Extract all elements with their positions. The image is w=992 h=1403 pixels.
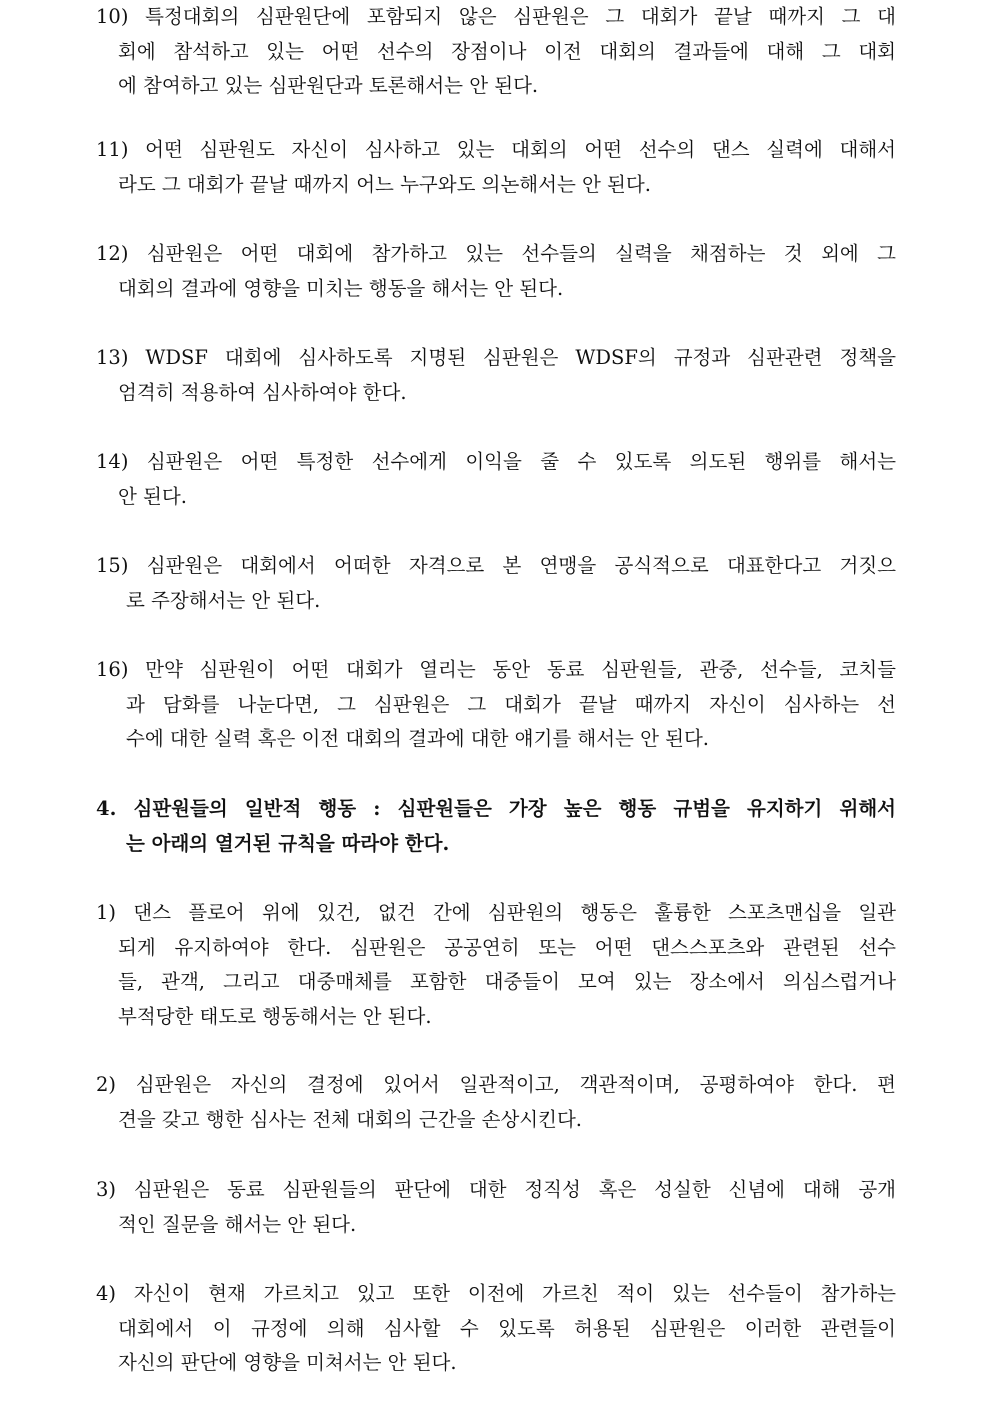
text-line: 14) 심판원은 어떤 특정한 선수에게 이익을 줄 수 있도록 의도된 행위를 해서는 xyxy=(96,450,896,473)
paragraph-item-16 xyxy=(96,653,896,757)
paragraph-rule-1 xyxy=(96,896,896,1034)
paragraph-item-13 xyxy=(96,341,896,410)
text-line: 10) 특정대회의 심판원단에 포함되지 않은 심판원은 그 대회가 끝날 때까지 그 대 xyxy=(96,5,896,28)
text-line: 들, 관객, 그리고 대중매체를 포함한 대중들이 모여 있는 장소에서 의심스럽거나 xyxy=(118,970,896,993)
text-line: 4) 자신이 현재 가르치고 있고 또한 이전에 가르친 적이 있는 선수들이 참가하는 xyxy=(96,1282,896,1305)
paragraph-rule-2 xyxy=(96,1068,896,1137)
text-line: 2) 심판원은 자신의 결정에 있어서 일관적이고, 객관적이며, 공평하여야 한다. 편 xyxy=(96,1073,896,1096)
text-line: 16) 만약 심판원이 어떤 대회가 열리는 동안 동료 심판원들, 관중, 선수들, 코치들 xyxy=(96,658,896,681)
text-line: 자신의 판단에 영향을 미쳐서는 안 된다. xyxy=(118,1351,457,1374)
text-line: 수에 대한 실력 혹은 이전 대회의 결과에 대한 얘기를 해서는 안 된다. xyxy=(126,727,709,750)
text-line: 대회의 결과에 영향을 미치는 행동을 해서는 안 된다. xyxy=(118,276,564,300)
text-line: 15) 심판원은 대회에서 어떠한 자격으로 본 연맹을 공식적으로 대표한다고 거짓으 xyxy=(96,554,896,577)
text-line: 12) 심판원은 어떤 대회에 참가하고 있는 선수들의 실력을 채점하는 것 외에 그 xyxy=(96,242,896,265)
paragraph-item-10 xyxy=(96,0,896,104)
heading-line: 4. 심판원들의 일반적 행동 : 심판원들은 가장 높은 행동 규범을 유지하기 위해서 xyxy=(96,797,896,820)
text-line: 3) 심판원은 동료 심판원들의 판단에 대한 정직성 혹은 성실한 신념에 대해 공개 xyxy=(96,1178,896,1201)
text-line: 과 담화를 나눈다면, 그 심판원은 그 대회가 끝날 때까지 자신이 심사하는 선 xyxy=(126,692,896,716)
text-line: 에 참여하고 있는 심판원단과 토론해서는 안 된다. xyxy=(118,74,539,97)
text-line: 라도 그 대회가 끝날 때까지 어느 누구와도 의논해서는 안 된다. xyxy=(118,172,651,196)
text-line: 엄격히 적용하여 심사하여야 한다. xyxy=(118,380,407,404)
heading-line: 는 아래의 열거된 규칙을 따라야 한다. xyxy=(126,831,450,855)
text-line: 11) 어떤 심판원도 자신이 심사하고 있는 대회의 어떤 선수의 댄스 실력에 대해서 xyxy=(96,138,896,161)
paragraph-item-15 xyxy=(96,549,896,618)
text-line: 회에 참석하고 있는 어떤 선수의 장점이나 이전 대회의 결과들에 대해 그 대회 xyxy=(118,39,896,63)
text-line: 견을 갖고 행한 심사는 전체 대회의 근간을 손상시킨다. xyxy=(118,1107,583,1131)
text-line: 부적당한 태도로 행동해서는 안 된다. xyxy=(118,1004,432,1028)
paragraph-item-12 xyxy=(96,237,896,306)
text-line: 되게 유지하여야 한다. 심판원은 공공연히 또는 어떤 댄스스포츠와 관련된 선수 xyxy=(118,935,896,959)
text-line: 1) 댄스 플로어 위에 있건, 없건 간에 심판원의 행동은 훌륭한 스포츠맨십을 일관 xyxy=(96,901,896,924)
text-line: 적인 질문을 해서는 안 된다. xyxy=(118,1212,357,1236)
paragraph-rule-4 xyxy=(96,1277,896,1381)
text-line: 로 주장해서는 안 된다. xyxy=(126,588,321,612)
text-line: 안 된다. xyxy=(118,484,187,508)
paragraph-item-14 xyxy=(96,445,896,514)
paragraph-item-11 xyxy=(96,133,896,202)
paragraph-rule-3 xyxy=(96,1173,896,1242)
text-line: 13) WDSF 대회에 심사하도록 지명된 심판원은 WDSF의 규정과 심판관련 정책을 xyxy=(96,346,896,369)
section-heading-4 xyxy=(96,792,896,861)
text-line: 대회에서 이 규정에 의해 심사할 수 있도록 허용된 심판원은 이러한 관련들이 xyxy=(118,1316,896,1340)
